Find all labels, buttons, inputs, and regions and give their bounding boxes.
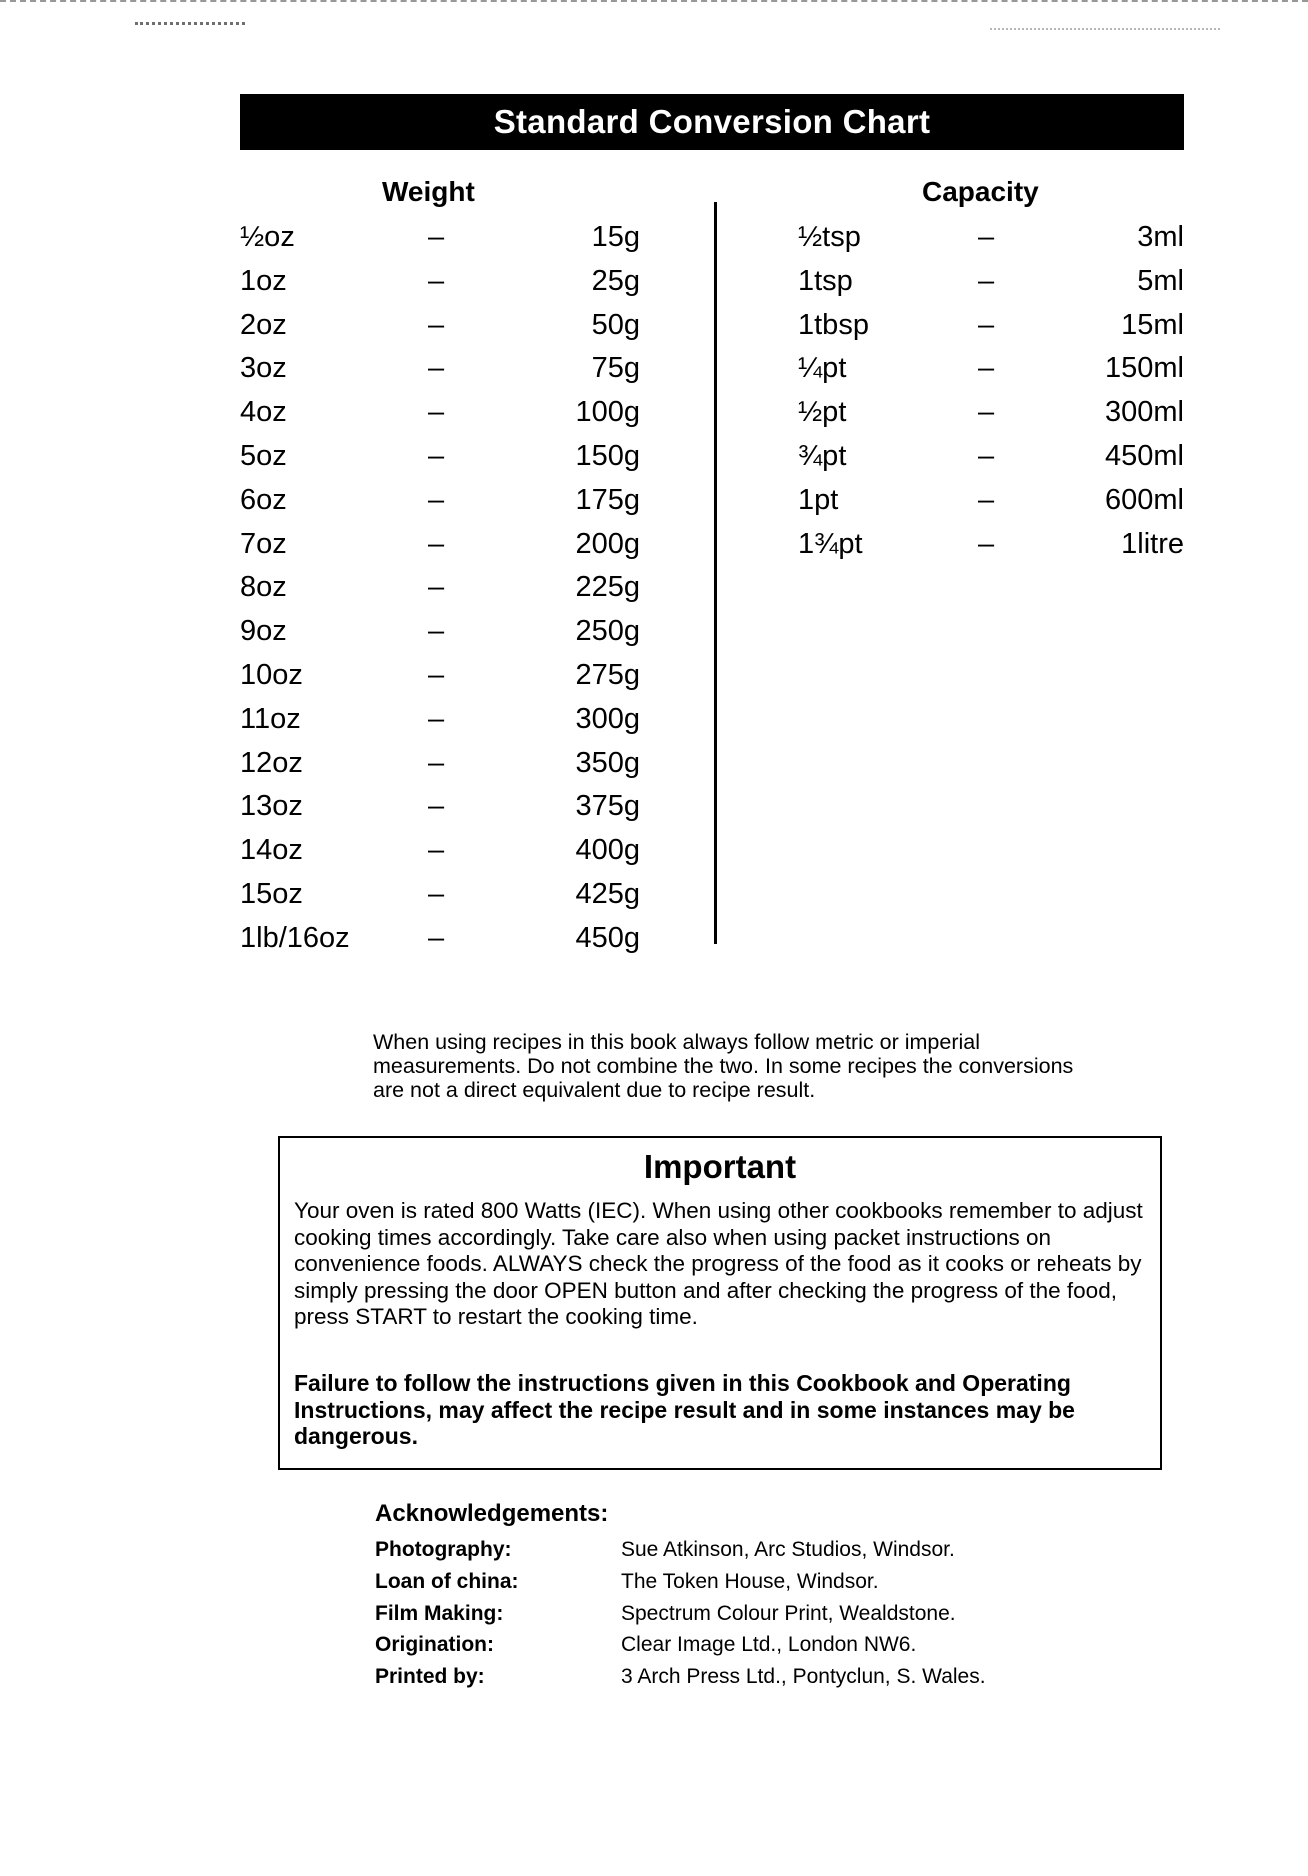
weight-heading: Weight (382, 176, 475, 207)
metric-value: 450g (575, 921, 640, 954)
dash-separator: – (978, 527, 995, 560)
dash-separator: – (428, 221, 445, 253)
dash-separator: – (978, 483, 995, 516)
imperial-value: 6oz (240, 483, 287, 516)
imperial-value: 1lb/16oz (240, 921, 350, 954)
imperial-value: 10oz (240, 658, 303, 691)
important-title: Important (643, 1148, 797, 1185)
acknowledgement-row (375, 1661, 1095, 1693)
dash-separator: – (428, 877, 445, 910)
imperial-value: 2oz (240, 308, 287, 341)
conversion-row (240, 479, 640, 523)
metric-value: 100g (575, 396, 640, 429)
column-divider (714, 202, 717, 944)
metric-value: 175g (575, 483, 640, 516)
metric-value: 600ml (1105, 483, 1184, 516)
metric-value: 50g (591, 308, 640, 341)
acknowledgement-value: 3 Arch Press Ltd., Pontyclun, S. Wales. (621, 1665, 986, 1689)
dash-separator: – (978, 308, 995, 341)
dash-separator: – (428, 264, 445, 297)
dash-separator: – (978, 439, 995, 472)
conversion-row (240, 829, 640, 873)
acknowledgement-value: Spectrum Colour Print, Wealdstone. (621, 1601, 956, 1625)
acknowledgement-row (375, 1598, 1095, 1630)
metric-value: 15ml (1121, 308, 1184, 341)
dash-separator: – (428, 921, 445, 954)
conversion-row (798, 347, 1184, 391)
dash-separator: – (428, 702, 445, 735)
conversion-row (240, 654, 640, 698)
imperial-value: 13oz (240, 790, 303, 823)
imperial-value: 12oz (240, 746, 303, 779)
metric-value: 400g (575, 834, 640, 867)
conversion-row (240, 391, 640, 435)
imperial-value: 9oz (240, 615, 287, 648)
conversion-row (798, 391, 1184, 435)
metric-value: 450ml (1105, 439, 1184, 472)
acknowledgement-label: Printed by: (375, 1665, 485, 1689)
acknowledgements-list (375, 1534, 1095, 1693)
metric-value: 300ml (1105, 396, 1184, 429)
acknowledgements-title: Acknowledgements: (375, 1500, 609, 1527)
acknowledgement-label: Loan of china: (375, 1569, 519, 1593)
dash-separator: – (428, 483, 445, 516)
metric-value: 1litre (1121, 527, 1184, 560)
metric-value: 5ml (1137, 264, 1184, 297)
imperial-value: 1tbsp (798, 308, 869, 341)
conversion-row (798, 304, 1184, 348)
metric-value: 250g (575, 615, 640, 648)
metric-value: 15g (591, 221, 640, 253)
scan-artifact-left (135, 22, 245, 31)
conversion-row (240, 347, 640, 391)
conversion-row (240, 435, 640, 479)
imperial-value: 1oz (240, 264, 287, 297)
acknowledgement-value: Sue Atkinson, Arc Studios, Windsor. (621, 1538, 955, 1561)
imperial-value: 1tsp (798, 264, 853, 297)
conversion-row (240, 785, 640, 829)
imperial-value: ½oz (240, 221, 295, 253)
conversion-row (798, 479, 1184, 523)
weight-table (240, 216, 640, 961)
dash-separator: – (428, 308, 445, 341)
imperial-value: 1¾pt (798, 527, 863, 560)
dash-separator: – (428, 790, 445, 823)
imperial-value: ¾pt (798, 439, 847, 472)
imperial-value: ¼pt (798, 352, 847, 385)
imperial-value: ½pt (798, 396, 847, 429)
conversion-row (798, 260, 1184, 304)
dash-separator: – (428, 615, 445, 648)
imperial-value: 8oz (240, 571, 287, 604)
page-title: Standard Conversion Chart (240, 94, 1184, 150)
metric-value: 225g (575, 571, 640, 604)
metric-value: 300g (575, 702, 640, 735)
acknowledgement-value: The Token House, Windsor. (621, 1569, 879, 1593)
metric-value: 150ml (1105, 352, 1184, 385)
acknowledgement-row (375, 1629, 1095, 1661)
conversion-row (240, 566, 640, 610)
important-box (278, 1136, 1162, 1470)
metric-value: 275g (575, 658, 640, 691)
capacity-table (798, 216, 1184, 566)
dash-separator: – (978, 352, 995, 385)
metric-value: 200g (575, 527, 640, 560)
conversion-row (798, 523, 1184, 567)
conversion-row (240, 260, 640, 304)
metric-value: 350g (575, 746, 640, 779)
metric-value: 75g (591, 352, 640, 385)
important-warning: Failure to follow the instructions given in this Cookbook and Operating Instructions, may affect the recipe result and in some instances may be dangerous. (294, 1370, 1075, 1449)
imperial-value: 11oz (240, 702, 301, 735)
dash-separator: – (428, 439, 445, 472)
imperial-value: 15oz (240, 877, 303, 910)
dash-separator: – (428, 658, 445, 691)
metric-value: 150g (575, 439, 640, 472)
conversion-row (240, 698, 640, 742)
dash-separator: – (978, 264, 995, 297)
conversion-row (240, 610, 640, 654)
imperial-value: 5oz (240, 439, 287, 472)
imperial-value: 3oz (240, 352, 287, 385)
important-body: Your oven is rated 800 Watts (IEC). When using other cookbooks remember to adjust cooking times accordingly. Take care also when using packet instructions on convenience foods. ALWAYS check the progress of the food as it cooks or reheats by simply pressing the door OPEN button and after checking the progress of the food, press START to restart the cooking time. (294, 1198, 1143, 1329)
acknowledgement-label: Film Making: (375, 1601, 504, 1625)
dash-separator: – (428, 746, 445, 779)
acknowledgement-label: Photography: (375, 1538, 512, 1561)
acknowledgement-label: Origination: (375, 1633, 494, 1657)
imperial-value: 1pt (798, 483, 839, 516)
imperial-value: 7oz (240, 527, 287, 560)
dash-separator: – (978, 221, 995, 253)
scan-artifact-top (0, 0, 1308, 6)
acknowledgement-row (375, 1566, 1095, 1598)
acknowledgement-row (375, 1534, 1095, 1566)
imperial-value: 4oz (240, 396, 287, 429)
conversion-row (240, 216, 640, 260)
capacity-heading: Capacity (922, 176, 1039, 207)
metric-value: 375g (575, 790, 640, 823)
measurement-note: When using recipes in this book always follow metric or imperial measurements. Do not combine the two. In some recipes the conversions are not a direct equivalent due to recipe result. (373, 1030, 1074, 1102)
conversion-row (240, 523, 640, 567)
conversion-row (240, 304, 640, 348)
imperial-value: 14oz (240, 834, 303, 867)
conversion-row (798, 216, 1184, 260)
dash-separator: – (428, 834, 445, 867)
conversion-row (798, 435, 1184, 479)
dash-separator: – (428, 571, 445, 604)
conversion-row (240, 917, 640, 961)
dash-separator: – (978, 396, 995, 429)
metric-value: 3ml (1137, 221, 1184, 253)
imperial-value: ½tsp (798, 221, 861, 253)
metric-value: 425g (575, 877, 640, 910)
metric-value: 25g (591, 264, 640, 297)
dash-separator: – (428, 527, 445, 560)
dash-separator: – (428, 396, 445, 429)
conversion-row (240, 873, 640, 917)
scan-artifact-right (990, 28, 1220, 32)
conversion-row (240, 742, 640, 786)
acknowledgement-value: Clear Image Ltd., London NW6. (621, 1633, 917, 1657)
dash-separator: – (428, 352, 445, 385)
